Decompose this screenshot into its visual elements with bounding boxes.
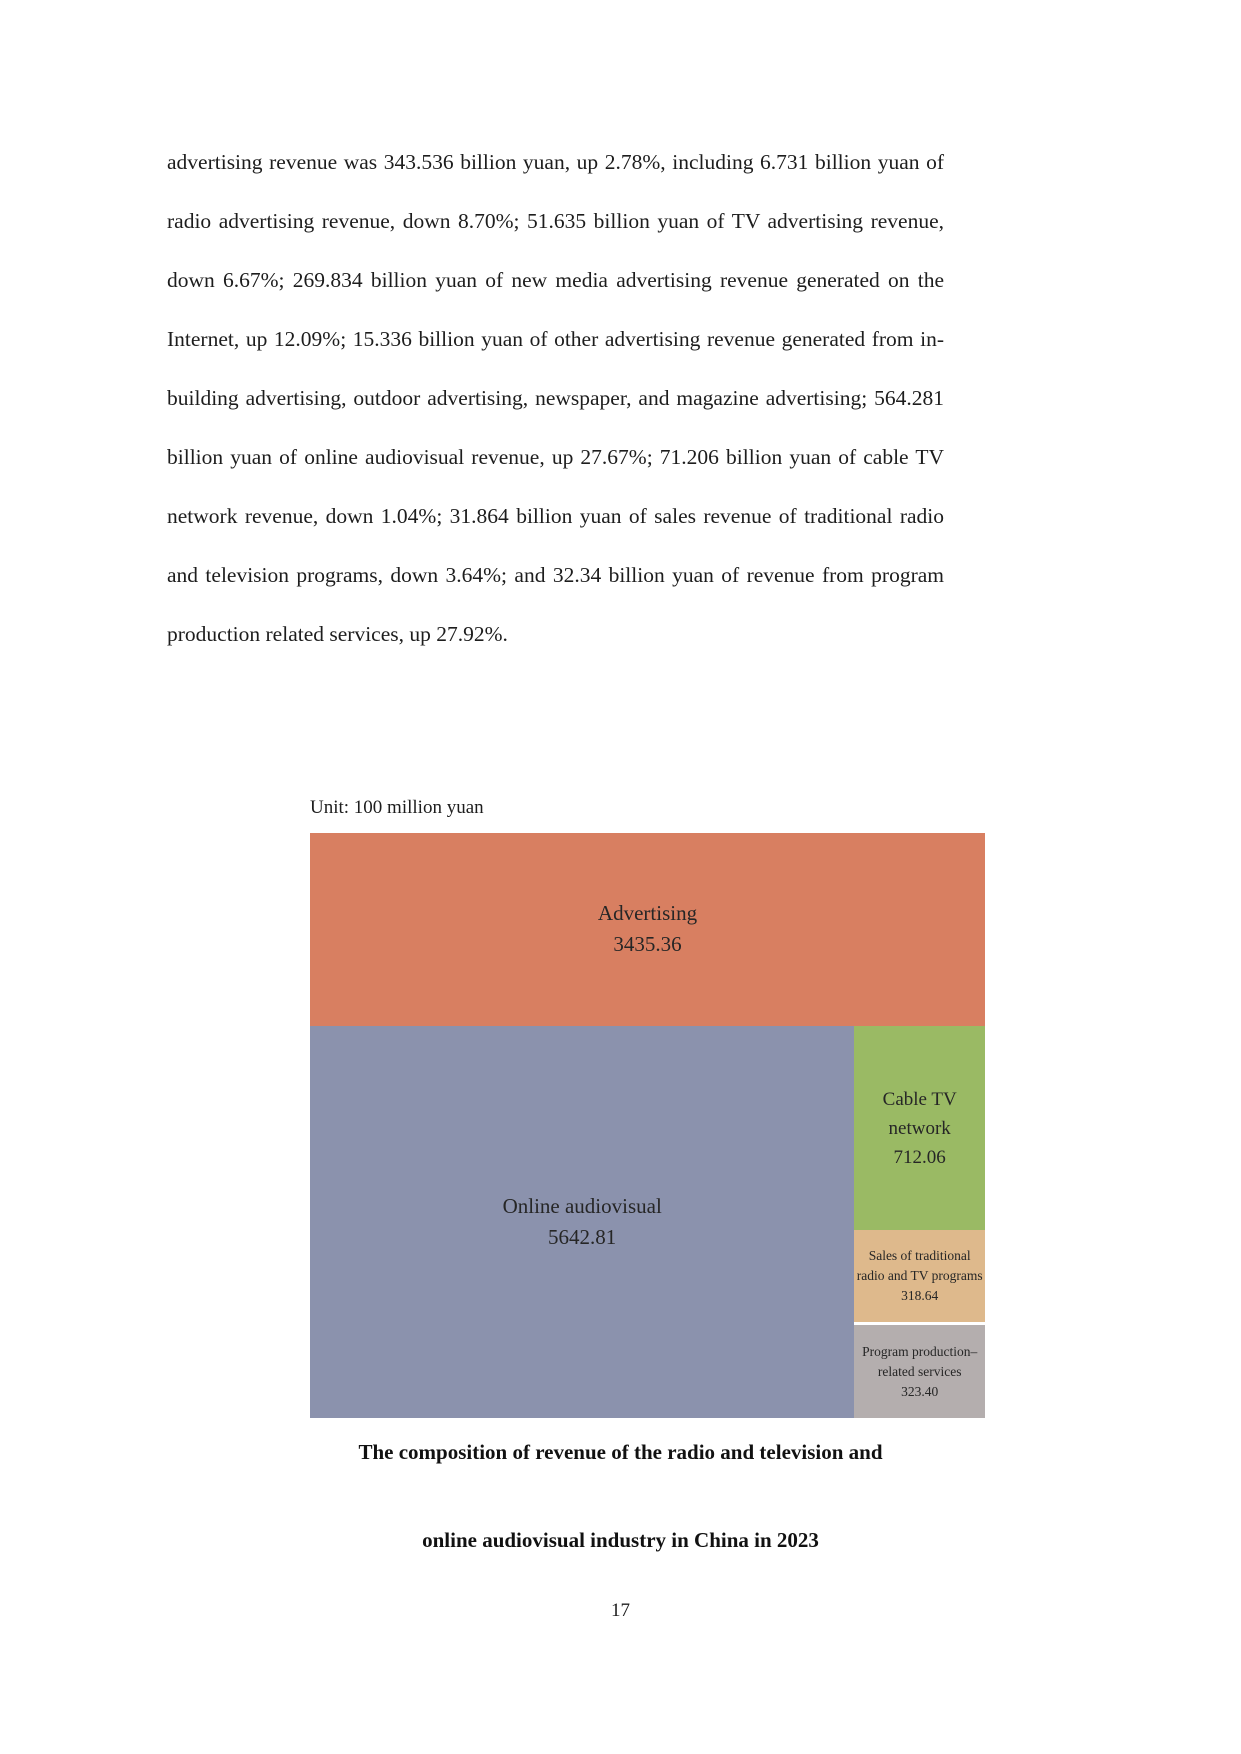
node-name: Program production–related services — [862, 1343, 978, 1379]
treemap-node-label — [310, 898, 985, 960]
treemap-node-program-production-services — [854, 1325, 985, 1418]
chart-caption-line2: online audiovisual industry in China in 2023 — [422, 1528, 819, 1552]
treemap-chart — [310, 833, 985, 1418]
node-value: 318.64 — [901, 1288, 939, 1304]
node-value: 3435.36 — [613, 932, 682, 957]
chart-unit-label: Unit: 100 million yuan — [310, 797, 484, 818]
treemap-node-label — [310, 1191, 854, 1253]
chart-caption-line1: The composition of revenue of the radio and television and — [358, 1440, 883, 1464]
treemap-node-label — [854, 1246, 985, 1306]
node-value: 712.06 — [893, 1146, 946, 1168]
treemap-node-sales-traditional-programs — [854, 1230, 985, 1322]
treemap-node-online-audiovisual — [310, 1026, 854, 1418]
node-value: 323.40 — [901, 1383, 939, 1399]
treemap-node-advertising — [310, 833, 985, 1026]
treemap-right-column — [854, 1026, 985, 1418]
node-name: Sales of traditional radio and TV programs — [856, 1248, 983, 1284]
treemap-node-cable-tv-network — [854, 1026, 985, 1231]
treemap-bottom-row — [310, 1026, 985, 1418]
paragraph-text: advertising revenue was 343.536 billion yuan, up 2.78%, including 6.731 billion yuan of radio advertising revenue, down 8.70%; 51.635 billion yuan of TV advertising revenue, down 6.67%; 269.834 billion yuan of new media advertising revenue generated on the Internet, up 12.09%; 15.336 billion yuan of other advertising revenue generated from in-building advertising, outdoor advertising, newspaper, and magazine advertising; 564.281 billion yuan of online audiovisual revenue, up 27.67%; 71.206 billion yuan of cable TV network revenue, down 1.04%; 31.864 billion yuan of sales revenue of traditional radio and television programs, down 3.64%; and 32.34 billion yuan of revenue from program production related services, up 27.92%. — [167, 150, 944, 646]
node-name: Online audiovisual — [502, 1193, 662, 1218]
node-value: 5642.81 — [548, 1224, 617, 1249]
treemap-node-label — [854, 1342, 985, 1402]
node-name: Advertising — [597, 901, 698, 926]
treemap-node-label — [854, 1085, 985, 1172]
node-name: Cable TV network — [882, 1088, 957, 1139]
page-number: 17 — [611, 1600, 630, 1621]
